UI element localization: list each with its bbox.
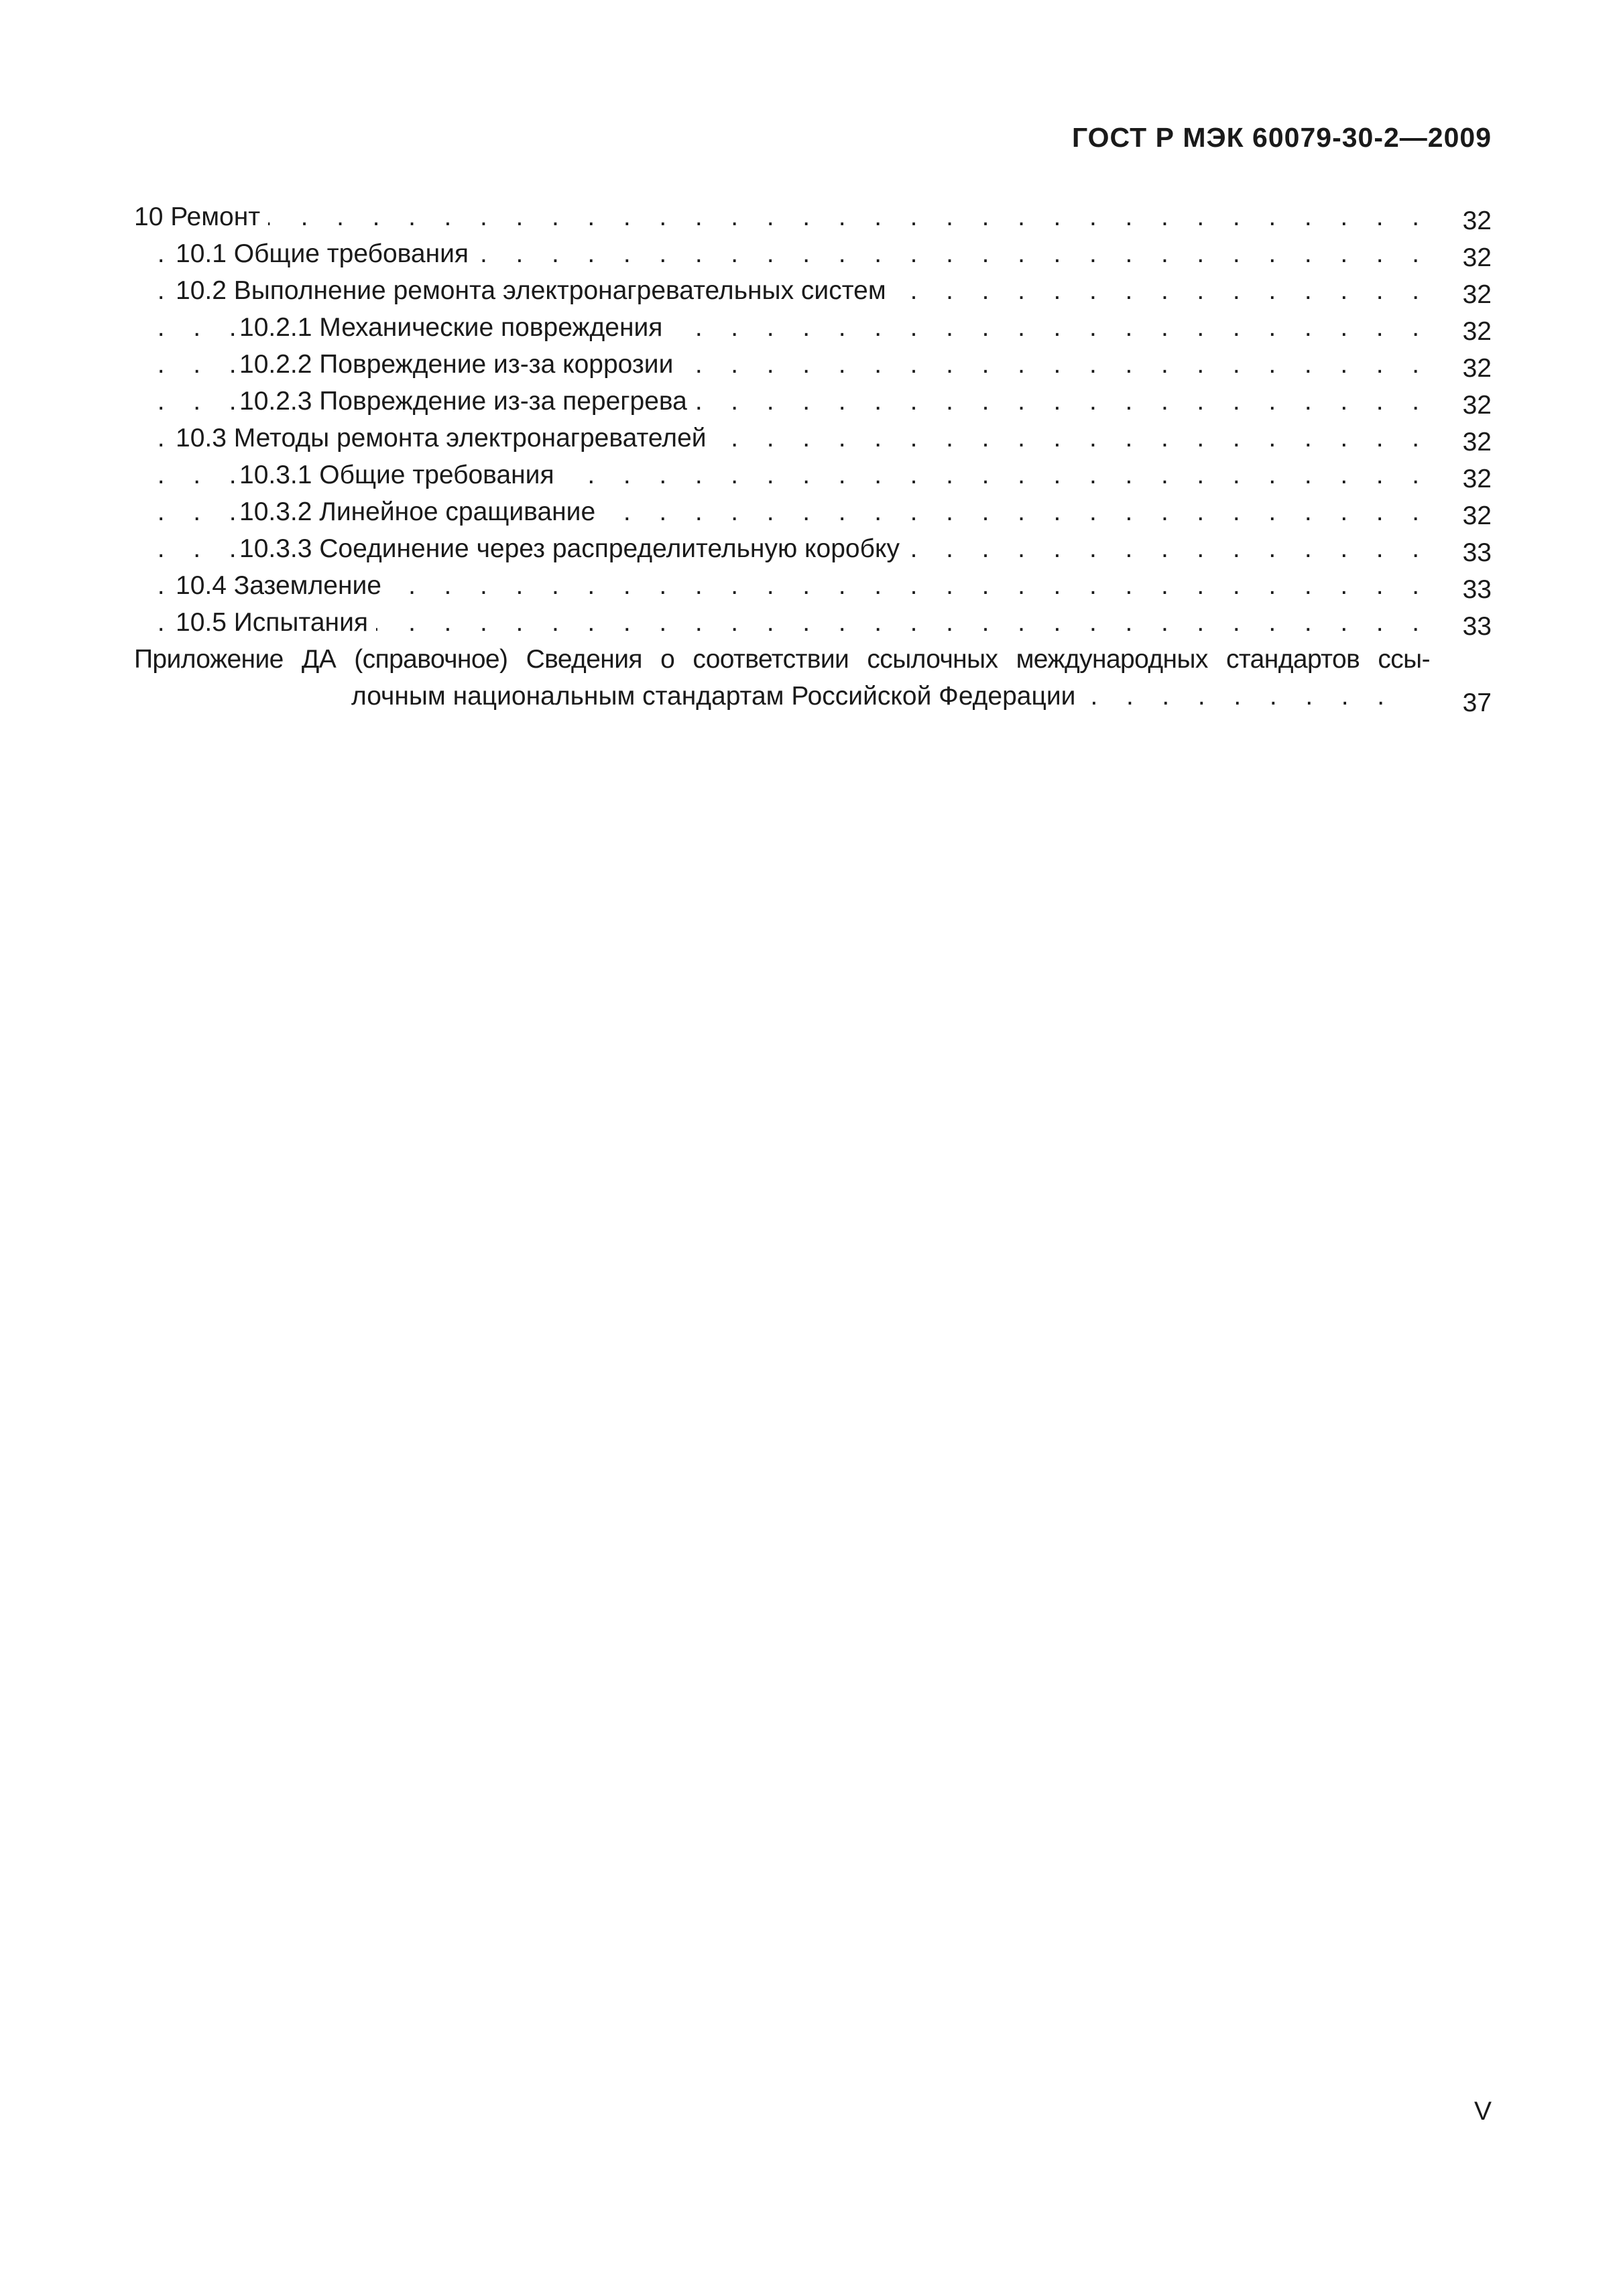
appendix-title-line1: Приложение ДА (справочное) Сведения о соответствии ссылочных международных стандартов ссы- <box>134 645 1430 674</box>
toc-entry-title: 10.4 Заземление <box>176 571 389 600</box>
document-code-header: ГОСТ Р МЭК 60079-30-2—2009 <box>1071 122 1492 153</box>
toc-entry-title: 10.3 Методы ремонта электронагревателей <box>176 424 715 452</box>
appendix-title-line2: лочным национальным стандартам Российской Федерации <box>351 682 1083 711</box>
toc-entry-page: 32 <box>1462 391 1492 420</box>
toc-entry-appendix[interactable] <box>134 641 1492 715</box>
toc-entry-page: 33 <box>1462 575 1492 604</box>
page-number: V <box>1474 2097 1492 2126</box>
toc-entry[interactable] <box>134 383 1492 420</box>
toc-entry[interactable] <box>134 530 1492 567</box>
toc-entry[interactable] <box>134 567 1492 604</box>
toc-entry-title: 10.3.3 Соединение через распределительную коробку <box>239 534 908 563</box>
toc-entry-page: 32 <box>1462 206 1492 235</box>
toc-entry[interactable] <box>134 309 1492 346</box>
toc-entry[interactable] <box>134 457 1492 493</box>
toc-entry-page: 32 <box>1462 354 1492 383</box>
toc-entry-title: 10.2.1 Механические повреждения <box>239 313 670 342</box>
toc-entry-page: 32 <box>1462 501 1492 530</box>
toc-entry-page: 32 <box>1462 280 1492 309</box>
toc-entry-page: 32 <box>1462 428 1492 457</box>
toc-entry[interactable] <box>134 493 1492 530</box>
toc-entry-page: 33 <box>1462 612 1492 641</box>
toc-entry-title: 10.2.2 Повреждение из-за коррозии <box>239 350 681 379</box>
toc-entry[interactable] <box>134 198 1492 235</box>
toc-entry-title: 10.2 Выполнение ремонта электронагревательных систем <box>176 276 894 305</box>
toc-entry-title: 10.3.1 Общие требования <box>239 461 562 489</box>
toc-entry-title: 10 Ремонт <box>134 202 268 231</box>
toc-entry-title: 10.1 Общие требования <box>176 239 477 268</box>
toc-entry[interactable] <box>134 235 1492 272</box>
toc-entry-page: 37 <box>1462 688 1492 717</box>
toc-entry-page: 33 <box>1462 538 1492 567</box>
toc-entry-page: 32 <box>1462 465 1492 493</box>
toc-entry-page: 32 <box>1462 317 1492 346</box>
toc-entry-title: 10.2.3 Повреждение из-за перегрева <box>239 387 695 416</box>
toc-entry-title: 10.5 Испытания <box>176 608 376 637</box>
toc-entry[interactable] <box>134 346 1492 383</box>
toc-entry[interactable] <box>134 604 1492 641</box>
table-of-contents <box>134 198 1492 715</box>
toc-entry[interactable] <box>134 272 1492 309</box>
toc-entry[interactable] <box>134 420 1492 457</box>
toc-entry-title: 10.3.2 Линейное сращивание <box>239 497 603 526</box>
toc-entry-page: 32 <box>1462 243 1492 272</box>
